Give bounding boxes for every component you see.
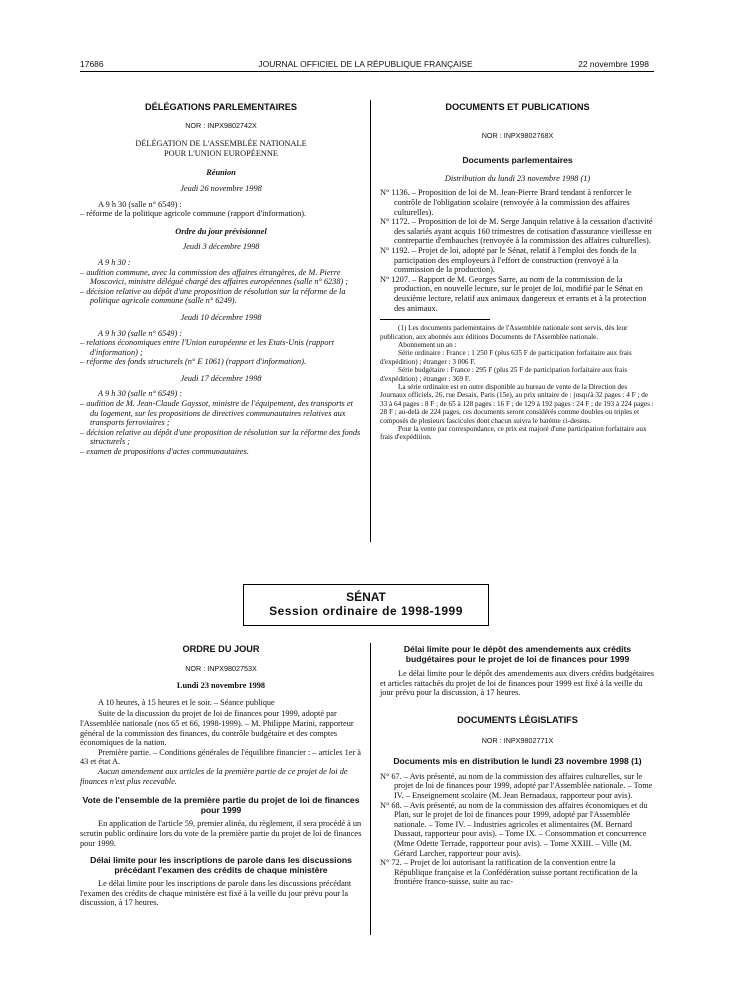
- section-title: DOCUMENTS LÉGISLATIFS: [457, 714, 578, 725]
- paragraph: – audition commune, avec la commission des affaires étrangères, de M. Pierre Moscovici, ministre délégué chargé des affaires européennes (salle n° 6238) ;: [80, 267, 349, 287]
- document-item: N° 1136. – Proposition de loi de M. Jean-Pierre Brard tendant à renforcer le contrôle de l'obligation scolaire (renvoyée à la commission des affaires culturelles).: [380, 188, 632, 217]
- footnote: La série ordinaire est en outre disponible au bureau de vente de la Direction des Journaux officiels, 26, rue Desaix, Paris (15e), au prix unitaire de : jusqu'à 32 pages : 4 F ; de 33 à 64 pages : 8 F ; de 65 à 128 pages : 16 F ; de 129 à 192 pages : 24 F ; de 193 à 224 pages : 28 F ; au-delà de 224 pages, ces documents seront considérés comme doubles ou triples et composés de plusieurs fascicules dont chacun suivra le barème ci-dessus.: [380, 382, 654, 425]
- ordre-du-jour-section: [80, 645, 362, 908]
- agenda-heading: Ordre du jour prévisionnel: [175, 226, 267, 236]
- paragraph: – relations économiques entre l'Union européenne et les Etats-Unis (rapport d'information) ;: [80, 338, 335, 357]
- subsection-title: Délai limite pour le dépôt des amendements aux crédits budgétaires pour le projet de loi de finances pour 1999: [403, 644, 632, 664]
- documents-section: [380, 103, 655, 442]
- nor-code: NOR : INPX9802742X: [185, 120, 257, 130]
- paragraph: – décision relative au dépôt d'une proposition de résolution sur la réforme de la politique agricole commune (salle n° 6249).: [80, 286, 346, 306]
- section-title: ORDRE DU JOUR: [182, 644, 260, 654]
- paragraph: A 9 h 30 (salle n° 6549) :: [98, 199, 182, 209]
- meeting-date: Jeudi 3 décembre 1998: [182, 242, 260, 252]
- document-item: N° 68. – Avis présenté, au nom de la commission des affaires économiques et du Plan, sur le projet de loi de finances pour 1999, adopté par l'Assemblée nationale. – Tome IV. – Industries agricoles et alimentaires (M. Bernard Dussaut, rapporteur pour avis). – Tome IX. – Consommation et concurrence (Mme Odette Terrade, rapporteur pour avis). – Tome XXIII. – Ville (M. Gérard Larcher, rapporteur pour avis).: [380, 800, 648, 858]
- paragraph: Le délai limite pour le dépôt des amendements aux divers crédits budgétaires et articles rattachés du projet de loi de finances pour 1999 est fixé à la veille du jour prévu pour la discussion, à 17 heures.: [380, 669, 654, 698]
- paragraph: Aucun amendement aux articles de la première partie de ce projet de loi de finances n'est plus recevable.: [80, 766, 348, 786]
- session-date: Lundi 23 novembre 1998: [176, 681, 266, 691]
- subsection-title: Documents mis en distribution le lundi 23 novembre 1998 (1): [393, 756, 642, 767]
- delegations-section: [80, 103, 362, 457]
- page-header: [0, 59, 731, 71]
- paragraph: Première partie. – Conditions générales de l'équilibre financier : – articles 1er à 43 et état A.: [80, 747, 361, 767]
- paragraph: A 9 h 30 (salle n° 6549) :: [98, 328, 183, 338]
- meeting-date: Jeudi 26 novembre 1998: [180, 183, 262, 193]
- column-divider: [370, 643, 371, 935]
- meeting-date: Jeudi 10 décembre 1998: [180, 312, 262, 322]
- footnote: Abonnement un an :: [398, 340, 457, 349]
- paragraph: Suite de la discussion du projet de loi de finances pour 1999, adopté par l'Assemblée nationale (nos 65 et 66, 1998-1999). – M. Philippe Marini, rapporteur général de la commission des finances, du contrôle budgétaire et des comptes économiques de la nation.: [80, 709, 354, 748]
- header-date: 22 novembre 1998: [578, 59, 649, 69]
- footnote-rule: [380, 319, 490, 320]
- subsection-title: Vote de l'ensemble de la première partie du projet de loi de finances pour 1999: [82, 795, 360, 815]
- section-title: DOCUMENTS ET PUBLICATIONS: [445, 102, 590, 112]
- delegation-title: DÉLÉGATION DE L'ASSEMBLÉE NATIONALE: [135, 139, 307, 149]
- footnote: Série ordinaire : France : 1 250 F (plus 635 F de participation forfaitaire aux frais d'expédition) ; étranger : 3 006 F.: [380, 349, 632, 366]
- paragraph: En application de l'article 59, premier alinéa, du règlement, il sera procédé à un scrutin public ordinaire lors du vote de la première partie du projet de loi de finances pour 1999.: [80, 819, 362, 848]
- paragraph: A 9 h 30 (salle n° 6549) :: [98, 389, 183, 399]
- document-item: N° 67. – Avis présenté, au nom de la commission des affaires culturelles, sur le projet de loi de finances pour 1999, adopté par l'Assemblée nationale. – Tome IV. – Enseignement scolaire (M. Jean Bernadaux, rapporteur pour avis).: [380, 771, 653, 800]
- legislative-section: [380, 645, 655, 887]
- meeting-date: Jeudi 17 décembre 1998: [180, 373, 262, 383]
- senat-banner: [243, 584, 489, 626]
- paragraph: – réforme de la politique agricole commune (rapport d'information).: [80, 209, 307, 219]
- footnote: (1) Les documents parlementaires de l'Assemblée nationale sont servis, dès leur publication, aux abonnés aux éditions Documents de l'Assemblée nationale.: [380, 324, 628, 341]
- header-rule: [80, 71, 654, 72]
- delegation-subtitle: POUR L'UNION EUROPÉENNE: [164, 148, 278, 158]
- nor-code: NOR : INPX9802771X: [481, 735, 554, 745]
- section-title: DÉLÉGATIONS PARLEMENTAIRES: [144, 102, 298, 112]
- document-item: N° 1172. – Proposition de loi de M. Serge Janquin relative à la cessation d'activité des salariés ayant acquis 160 trimestres de cotisation d'assurance vieillesse en contrepartie d'embauches (renvoyée à la commission des affaires culturelles).: [380, 217, 653, 246]
- nor-code: NOR : INPX9802768X: [481, 130, 554, 140]
- document-item: N° 1192. – Projet de loi, adopté par le Sénat, relatif à l'emploi des fonds de la participation des employeurs à l'effort de construction (renvoyé à la commission de la production).: [380, 245, 637, 275]
- page-number: 17686: [80, 59, 104, 69]
- column-divider: [370, 100, 371, 542]
- senat-title: SÉNAT: [346, 590, 386, 604]
- journal-title: JOURNAL OFFICIEL DE LA RÉPUBLIQUE FRANÇAISE: [258, 59, 473, 69]
- distribution-date: Distribution du lundi 23 novembre 1998 (1): [444, 173, 591, 183]
- subsection-title: Délai limite pour les inscriptions de parole dans les discussions précédant l'examen des crédits de chaque ministère: [90, 855, 352, 875]
- document-item: N° 72. – Projet de loi autorisant la ratification de la convention entre la République française et la Confédération suisse portant rectification de la frontière franco-suisse, suite au rac-: [380, 858, 638, 887]
- paragraph: A 9 h 30 :: [98, 257, 131, 267]
- paragraph: – examen de propositions d'actes communautaires.: [80, 447, 249, 457]
- footnote: Pour la vente par correspondance, ce prix est majoré d'une participation forfaitaire aux frais d'expédition.: [380, 424, 647, 442]
- nor-code: NOR : INPX9802753X: [185, 663, 257, 673]
- paragraph: – décision relative au dépôt d'une proposition de résolution sur la réforme des fonds structurels ;: [80, 427, 361, 447]
- footnote: Série budgétaire : France : 295 F (plus 25 F de participation forfaitaire aux frais d'expédition) ; étranger : 369 F.: [380, 366, 628, 383]
- session-title: Session ordinaire de 1998-1999: [269, 604, 463, 618]
- paragraph: – audition de M. Jean-Claude Gayssot, ministre de l'équipement, des transports et du logement, sur les propositions de directives communautaires relatives aux transports ferroviaires ;: [80, 399, 353, 428]
- paragraph: A 10 heures, à 15 heures et le soir. – Séance publique: [98, 697, 275, 707]
- paragraph: – réforme des fonds structurels (n° E 1061) (rapport d'information).: [80, 357, 307, 367]
- paragraph: Le délai limite pour les inscriptions de parole dans les discussions précédant l'examen des crédits de chaque ministère est fixé à la veille du jour prévu pour la discussion, à 17 heures.: [80, 879, 352, 908]
- document-item: N° 1207. – Rapport de M. Georges Sarre, au nom de la commission de la production, en nouvelle lecture, sur le projet de loi, modifié par le Sénat en deuxième lecture, relatif aux animaux dangereux et errants et à la protection des animaux.: [380, 274, 647, 313]
- subsection-title: Documents parlementaires: [462, 155, 573, 166]
- reunion-heading: Réunion: [206, 168, 236, 178]
